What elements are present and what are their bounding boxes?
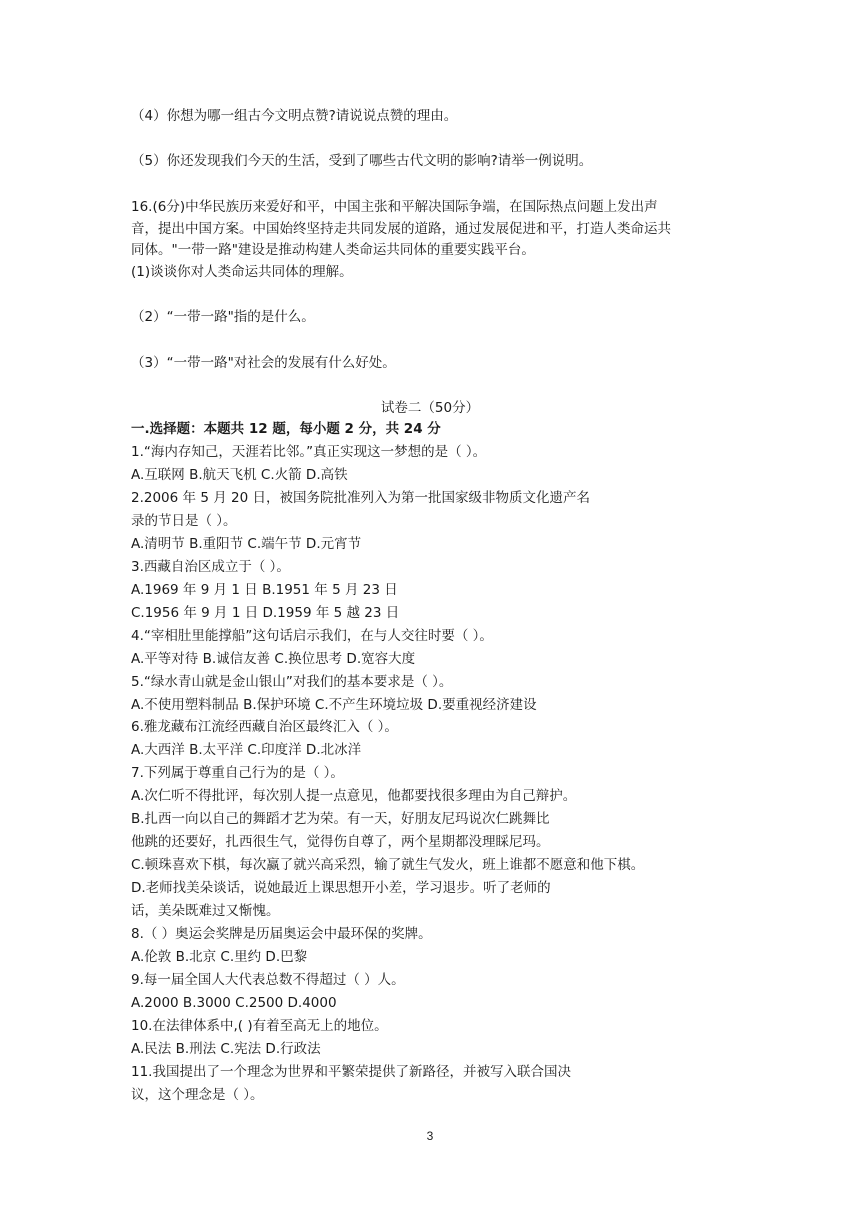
paper-line: 4.“宰相肚里能撑船”这句话启示我们，在与人交往时要（ ）。 — [131, 628, 493, 644]
question-16-2: （2）“一带一路"指的是什么。 — [131, 309, 315, 325]
question-16-3: （3）“一带一路"对社会的发展有什么好处。 — [131, 355, 396, 371]
paper-line: A.民法 B.刑法 C.宪法 D.行政法 — [131, 1041, 321, 1057]
paper-line: 话，美朵既难过又惭愧。 — [131, 903, 280, 919]
question-15-5: （5）你还发现我们今天的生活，受到了哪些古代文明的影响?请举一例说明。 — [131, 153, 593, 169]
paper-line: C.1956 年 9 月 1 日 D.1959 年 5 越 23 日 — [131, 605, 400, 621]
paper-two-title: 试卷二（50分） — [380, 400, 480, 416]
paper-line: 8.（ ）奥运会奖牌是历届奥运会中最环保的奖牌。 — [131, 926, 432, 942]
paper-line: 5.“绿水青山就是金山银山”对我们的基本要求是（ ）。 — [131, 674, 453, 690]
paper-line: 10.在法律体系中,( )有着至高无上的地位。 — [131, 1018, 388, 1034]
paper-line: A.次仁听不得批评，每次别人提一点意见，他都要找很多理由为自己辩护。 — [131, 788, 577, 804]
page-number: 3 — [426, 1129, 434, 1143]
paper-line: A.平等对待 B.诚信友善 C.换位思考 D.宽容大度 — [131, 651, 416, 667]
paper-line: 录的节日是（ ）。 — [131, 513, 237, 529]
paper-line: 2.2006 年 5 月 20 日，被国务院批准列入为第一批国家级非物质文化遗产名 — [131, 490, 590, 506]
paper-line: D.老师找美朵谈话，说她最近上课思想开小差，学习退步。听了老师的 — [131, 880, 551, 896]
paper-line: A.伦敦 B.北京 C.里约 D.巴黎 — [131, 949, 308, 965]
question-16-line: 音，提出中国方案。中国始终坚持走共同发展的道路，通过发展促进和平，打造人类命运共 — [131, 221, 671, 237]
paper-line: 他跳的还要好，扎西很生气，觉得伤自尊了，两个星期都没理睬尼玛。 — [131, 834, 550, 850]
paper-line: 11.我国提出了一个理念为世界和平繁荣提供了新路径，并被写入联合国决 — [131, 1064, 571, 1080]
paper-line: A.大西洋 B.太平洋 C.印度洋 D.北冰洋 — [131, 742, 362, 758]
paper-line: A.2000 B.3000 C.2500 D.4000 — [131, 995, 337, 1011]
question-15-4: （4）你想为哪一组古今文明点赞?请说说点赞的理由。 — [131, 108, 458, 124]
paper-line: 3.西藏自治区成立于（ ）。 — [131, 559, 290, 575]
question-16-line: 16.(6分)中华民族历来爱好和平，中国主张和平解决国际争端，在国际热点问题上发出声 — [131, 199, 658, 215]
paper-line: A.清明节 B.重阳节 C.端午节 D.元宵节 — [131, 536, 362, 552]
section-heading: 一.选择题：本题共 12 题，每小题 2 分，共 24 分 — [131, 421, 441, 437]
paper-line: 6.雅龙藏布江流经西藏自治区最终汇入（ ）。 — [131, 719, 398, 735]
paper-line: B.扎西一向以自己的舞蹈才艺为荣。有一天，好朋友尼玛说次仁跳舞比 — [131, 811, 550, 827]
paper-line: 1.“海内存知己，天涯若比邻。”真正实现这一梦想的是（ ）。 — [131, 444, 487, 460]
paper-line: C.顿珠喜欢下棋，每次赢了就兴高采烈，输了就生气发火，班上谁都不愿意和他下棋。 — [131, 857, 645, 873]
paper-line: 9.每一届全国人大代表总数不得超过（ ）人。 — [131, 972, 405, 988]
paper-line: A.1969 年 9 月 1 日 B.1951 年 5 月 23 日 — [131, 582, 398, 598]
question-16-line: 同体。"一带一路"建设是推动构建人类命运共同体的重要实践平台。 — [131, 242, 535, 258]
paper-line: A.互联网 B.航天飞机 C.火箭 D.高铁 — [131, 467, 348, 483]
question-16-1: (1)谈谈你对人类命运共同体的理解。 — [131, 264, 353, 280]
paper-line: 7.下列属于尊重自己行为的是（ ）。 — [131, 765, 344, 781]
paper-line: A.不使用塑料制品 B.保护环境 C.不产生环境垃圾 D.要重视经济建设 — [131, 697, 537, 713]
paper-line: 议，这个理念是（ ）。 — [131, 1087, 264, 1103]
